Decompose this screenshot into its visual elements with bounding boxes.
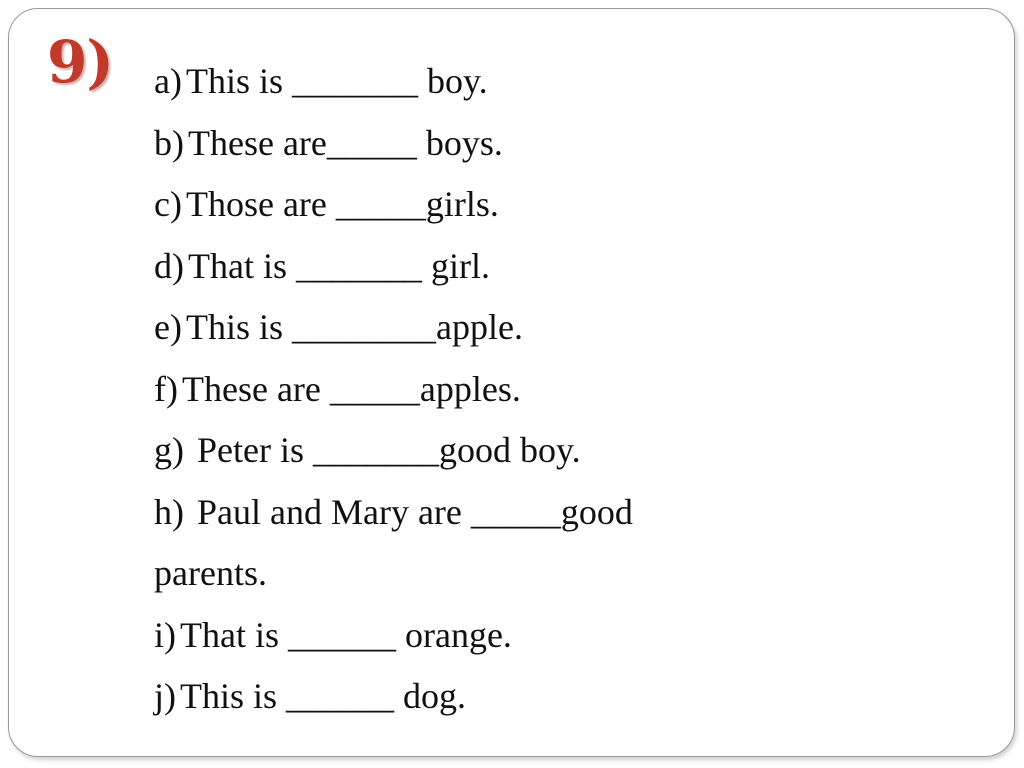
item-text: This is _______ boy. [185,61,488,101]
item-text: This is ______ dog. [180,676,467,716]
exercise-list [154,51,794,728]
list-item [154,359,794,421]
exercise-number: 9) [47,28,113,96]
item-letter: f) [154,368,178,409]
slide-frame [8,8,1015,757]
list-item [154,420,794,482]
list-item [154,666,794,728]
item-letter: i) [154,614,176,655]
item-letter: d) [154,245,184,286]
item-text: parents. [154,553,267,593]
list-item [154,174,794,236]
item-letter: j) [154,676,176,716]
list-item [154,51,794,113]
item-text: These are_____ boys. [188,122,503,163]
item-text: This is ________apple. [185,307,523,347]
item-letter: e) [154,307,182,347]
list-item-continuation [154,543,794,605]
item-letter: c) [154,184,182,224]
item-text: Those are _____girls. [185,184,499,224]
list-item [154,236,794,298]
item-text: These are _____apples. [181,368,521,409]
item-letter: b) [154,122,184,163]
list-item [154,482,794,544]
list-item [154,297,794,359]
list-item [154,605,794,667]
item-text: Peter is _______good boy. [188,430,581,470]
item-letter: h) [154,491,184,532]
item-text: That is _______ girl. [188,245,490,286]
item-text: Paul and Mary are _____good [188,491,633,532]
item-text: That is ______ orange. [180,614,512,655]
item-letter: g) [154,430,184,470]
list-item [154,113,794,175]
item-letter: a) [154,61,182,101]
